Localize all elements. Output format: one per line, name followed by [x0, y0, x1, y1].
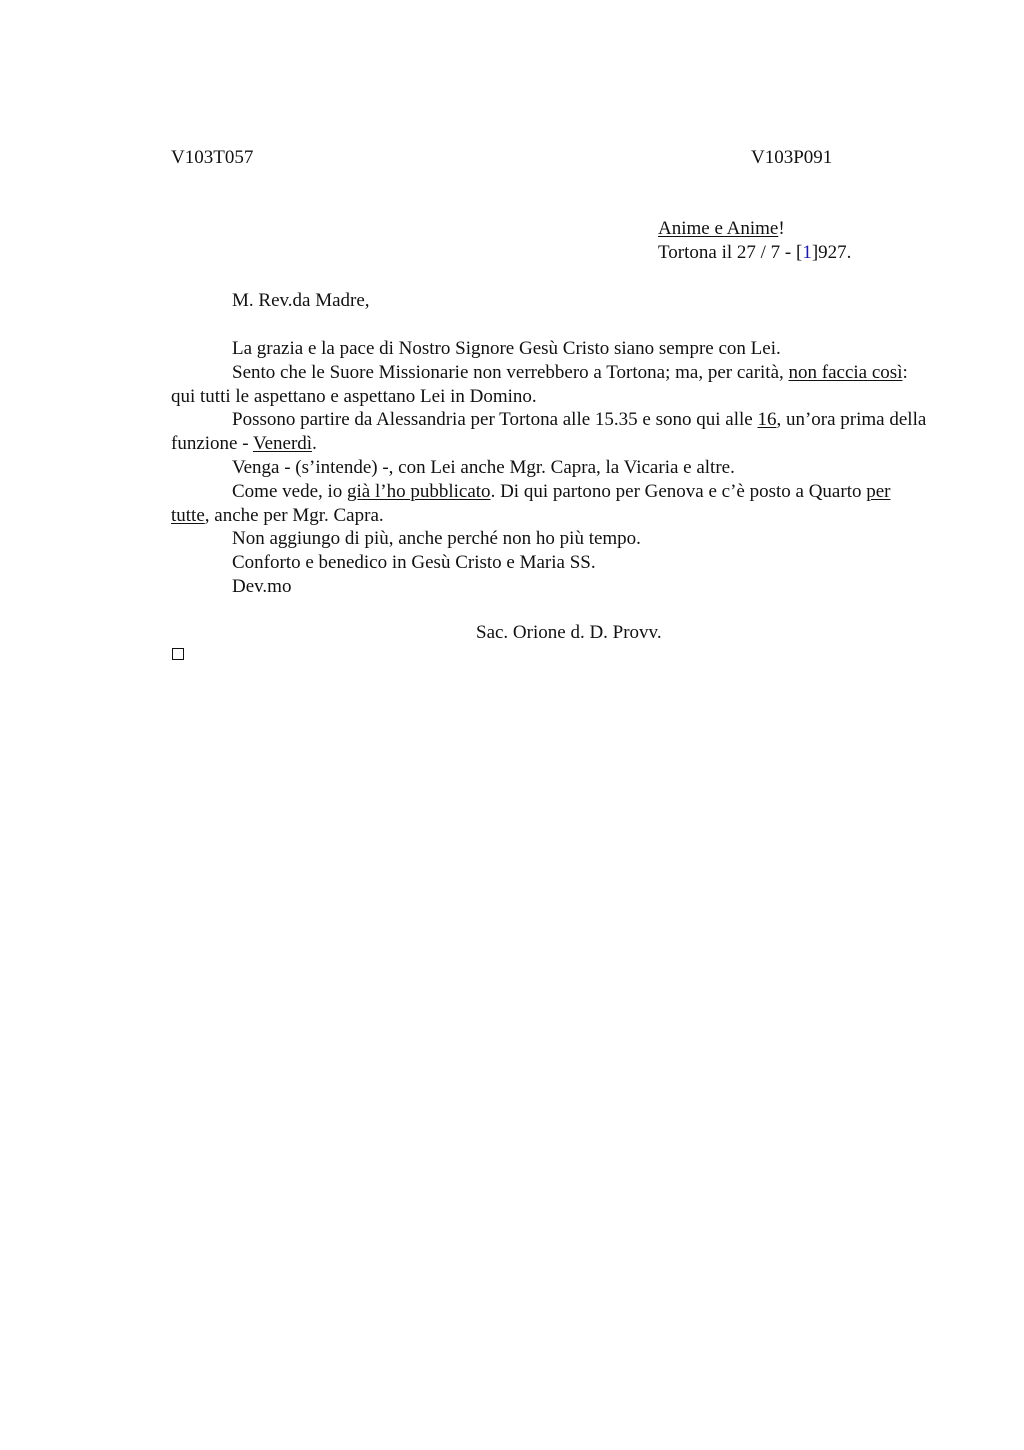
paragraph-text: : qui tutti le aspettano e aspettano Lei in Domino.	[171, 361, 908, 407]
paragraph-departure	[171, 408, 931, 456]
paragraph-invitation: Venga - (s’intende) -, con Lei anche Mgr. Capra, la Vicaria e altre.	[232, 456, 735, 478]
paragraph-text: Come vede, io	[232, 480, 348, 502]
motto-text: Anime e Anime	[658, 218, 779, 239]
date-prefix: Tortona il 27 / 7 - [	[658, 242, 803, 263]
paragraph-greeting: La grazia e la pace di Nostro Signore Gesù Cristo siano sempre con Lei.	[232, 338, 781, 359]
paragraph-text: .	[312, 433, 317, 455]
paragraph-text: , anche per Mgr. Capra.	[204, 504, 384, 526]
end-square-mark	[172, 648, 184, 660]
paragraph-no-time: Non aggiungo di più, anche perché non ho più tempo.	[232, 528, 641, 550]
letter-body	[171, 337, 931, 599]
underlined-text: già l’ho pubblicato	[347, 480, 491, 502]
document-code-right: V103P091	[751, 147, 833, 168]
salutation: M. Rev.da Madre,	[232, 290, 370, 311]
date-bracket-digit: 1	[802, 242, 812, 263]
underlined-text: Venerdì	[252, 433, 313, 455]
underlined-text: per tutte	[171, 480, 891, 526]
paragraph-published	[171, 480, 931, 528]
paragraph-closing: Dev.mo	[232, 575, 292, 597]
underlined-text: non faccia così	[788, 361, 903, 383]
paragraph-missionaries	[171, 361, 931, 409]
date-suffix: ]927.	[811, 242, 852, 263]
underlined-text: 16	[757, 409, 777, 431]
document-code-left: V103T057	[171, 147, 254, 168]
motto-punctuation: !	[778, 218, 785, 239]
paragraph-blessing: Conforto e benedico in Gesù Cristo e Maria SS.	[232, 552, 596, 574]
paragraph-text: , un’ora prima della funzione -	[171, 409, 927, 455]
motto-line	[658, 217, 785, 241]
paragraph-text: . Di qui partono per Genova e c’è posto a Quarto	[490, 480, 867, 502]
paragraph-text: Possono partire da Alessandria per Tortona alle 15.35 e sono qui alle	[232, 409, 758, 431]
signature: Sac. Orione d. D. Provv.	[476, 622, 662, 643]
place-date	[658, 241, 851, 265]
paragraph-text: Sento che le Suore Missionarie non verrebbero a Tortona; ma, per carità,	[232, 361, 789, 383]
